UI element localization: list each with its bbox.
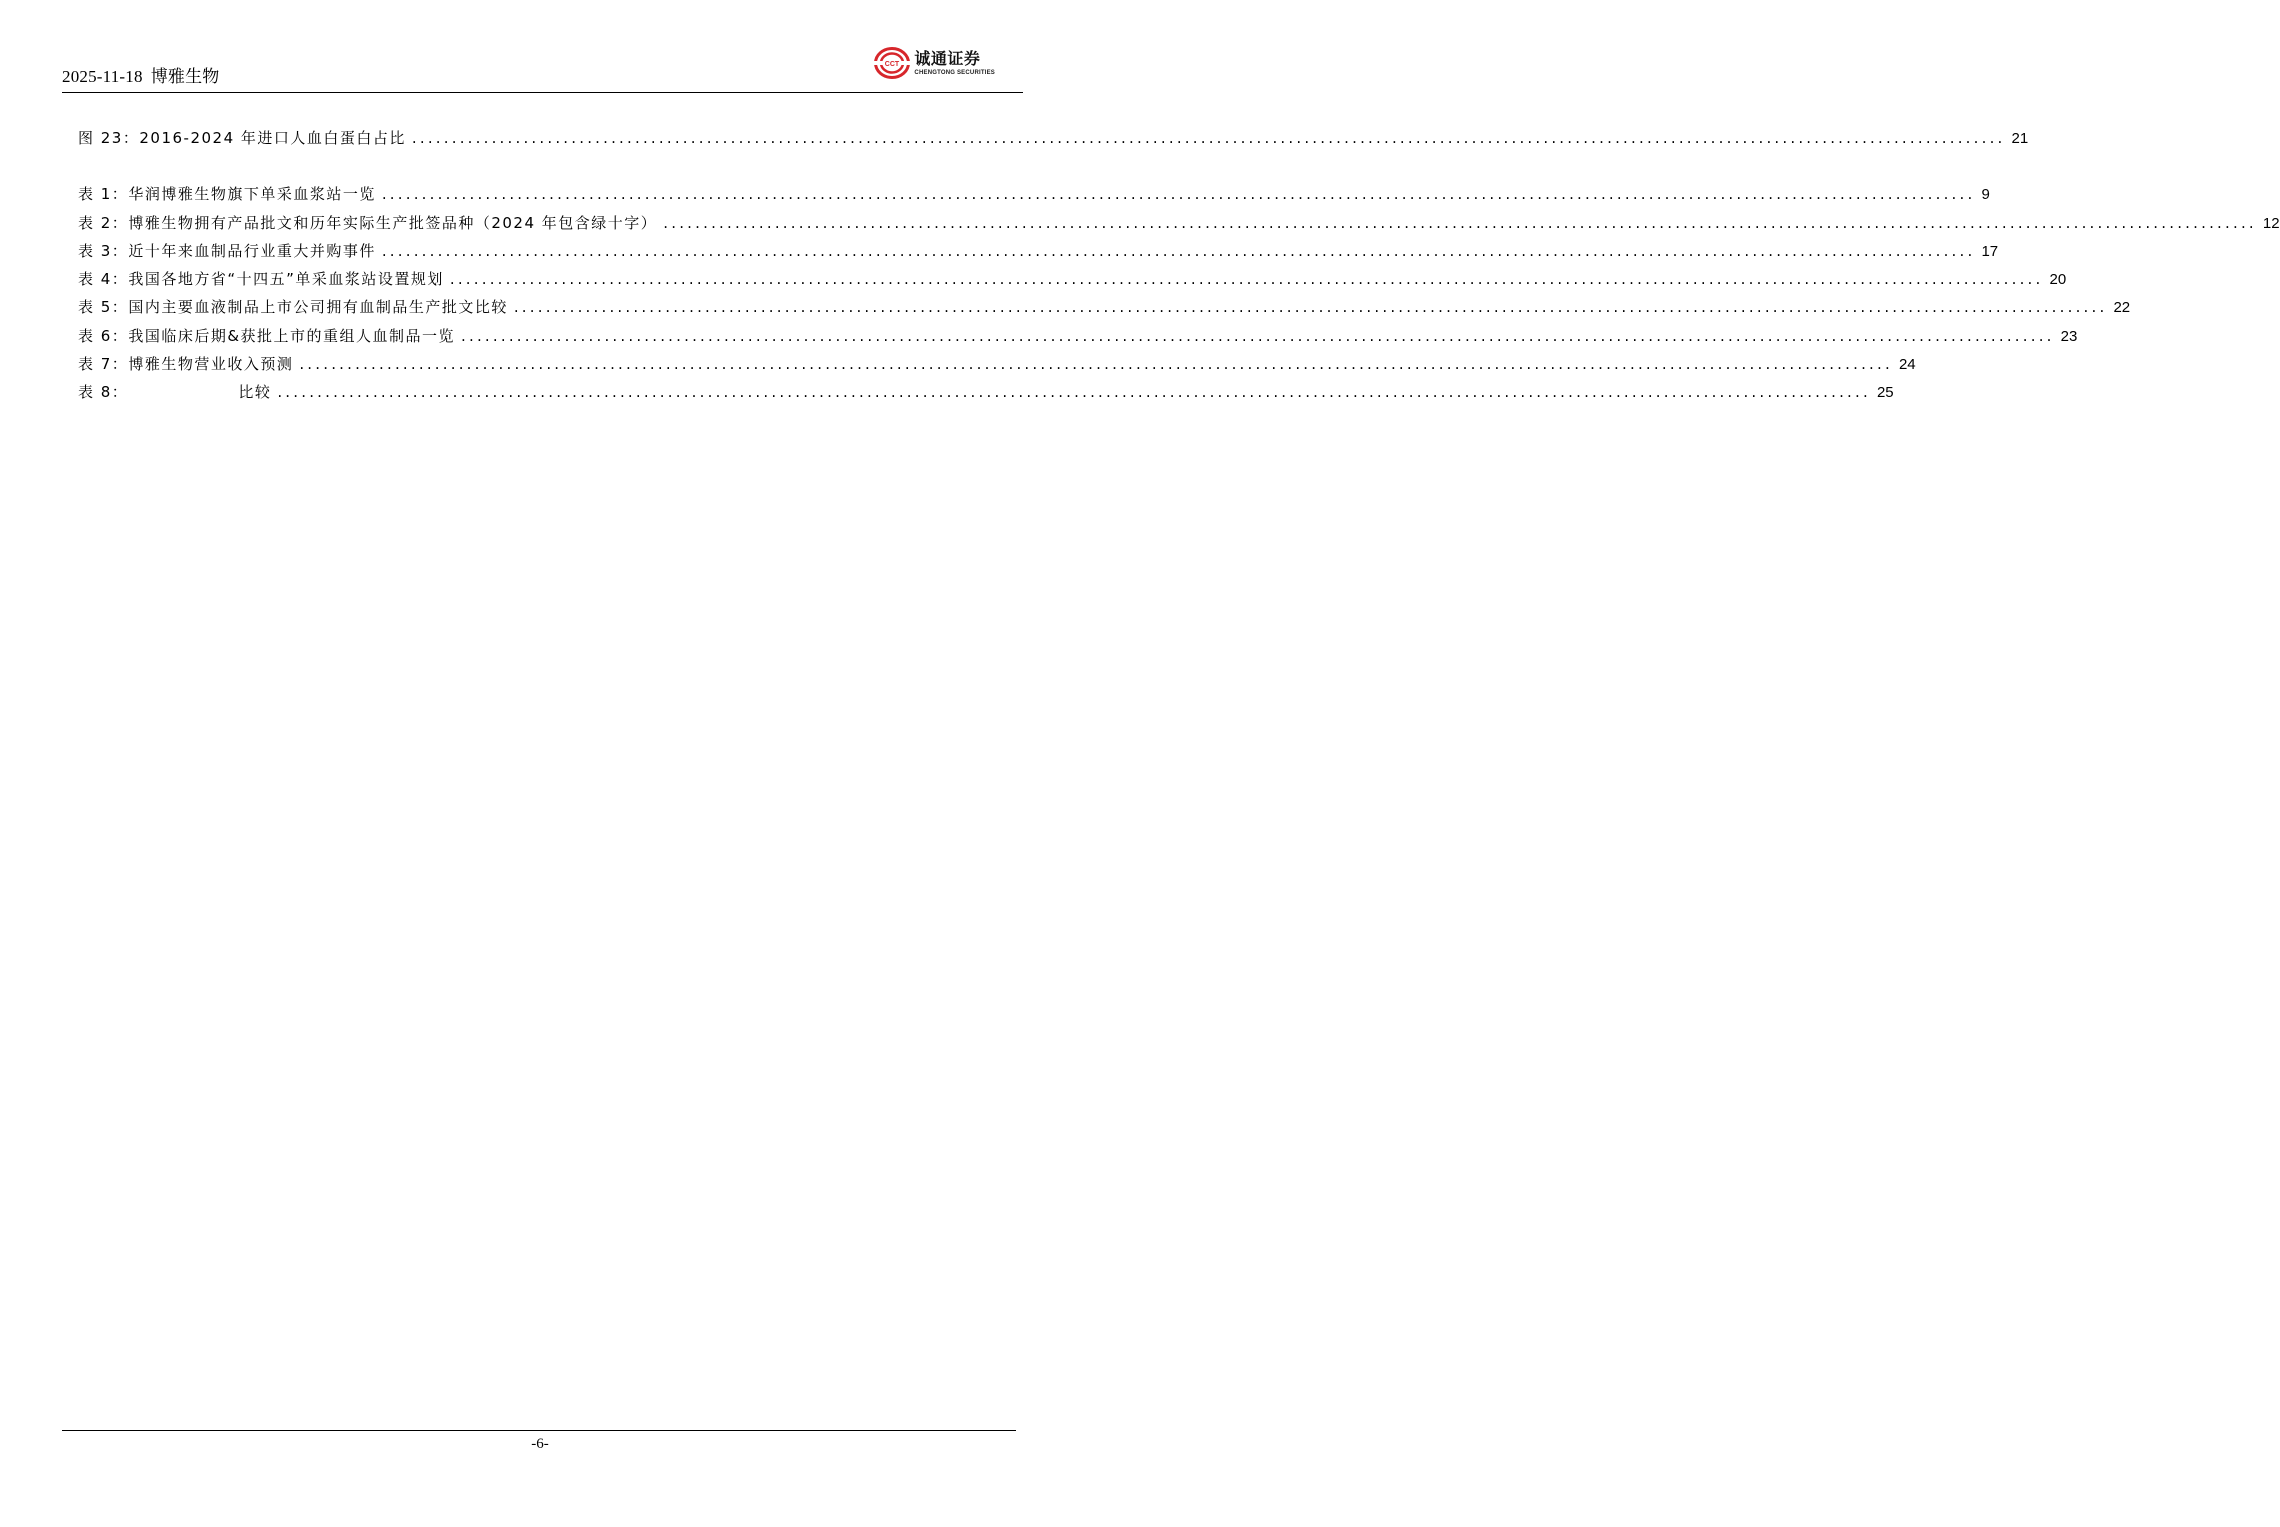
header-company: 博雅生物	[150, 67, 220, 86]
toc-entry-figure-23[interactable]	[78, 124, 2029, 152]
toc-entry-table-8[interactable]	[78, 378, 1894, 406]
toc-entry-table-7[interactable]	[78, 350, 1916, 378]
toc-leader-dots: ........................................................................................................................................................................................................	[449, 270, 2044, 289]
toc-entry-title: 2016-2024 年进口人血白蛋白占比	[139, 129, 406, 147]
toc-entry-table-3[interactable]	[78, 237, 1999, 265]
toc-entry-label: 表 3：	[78, 241, 129, 260]
toc-entry-title: 我国临床后期&获批上市的重组人血制品一览	[128, 326, 456, 345]
toc-entry-title: 比较	[238, 383, 272, 402]
toc-leader-dots: ........................................................................................................................................................................................................	[461, 326, 2055, 345]
toc-entry-page: 25	[1876, 384, 1894, 402]
toc-entry-table-2[interactable]	[78, 209, 2280, 237]
toc-entry-title: 我国各地方省“十四五”单采血浆站设置规划	[128, 270, 444, 289]
toc-entry-label: 表 6：	[78, 326, 129, 345]
toc-entry-label: 表 2：	[78, 213, 129, 232]
toc-leader-dots: ........................................................................................................................................................................................................	[277, 383, 1871, 402]
toc-entry-page: 9	[1981, 186, 1990, 204]
toc-entry-title: 博雅生物营业收入预测	[128, 355, 294, 374]
toc-entry-title: 近十年来血制品行业重大并购事件	[128, 241, 376, 260]
toc-leader-dots: ........................................................................................................................................................................................................	[381, 241, 1976, 260]
footer-page-number: -6-	[531, 1436, 549, 1452]
toc-leader-dots: ........................................................................................................................................................................................................	[411, 129, 2006, 147]
logo-mark-text: CCT	[885, 61, 900, 68]
toc-entry-label: 表 5：	[78, 298, 129, 317]
logo-english-name: CHENGTONG SECURITIES	[914, 69, 995, 76]
toc-entry-table-5[interactable]	[78, 293, 2131, 321]
toc-leader-dots: ........................................................................................................................................................................................................	[381, 185, 1976, 204]
header-report-info	[62, 62, 220, 87]
toc-entry-page: 22	[2113, 299, 2131, 317]
footer-divider	[62, 1430, 1016, 1431]
toc-entry-title: 博雅生物拥有产品批文和历年实际生产批签品种（2024 年包含绿十字）	[128, 213, 658, 232]
toc-entry-label: 图 23：	[78, 129, 140, 147]
toc-leader-dots: ........................................................................................................................................................................................................	[663, 213, 2257, 232]
toc-entry-label: 表 8：	[78, 383, 129, 402]
toc-entry-page: 21	[2011, 130, 2029, 147]
toc-entry-label: 表 1：	[78, 185, 129, 204]
header-date: 2025-11-18	[62, 67, 143, 86]
toc-entry-table-6[interactable]	[78, 322, 2078, 350]
toc-entry-page: 24	[1898, 356, 1916, 374]
brokerage-logo	[874, 46, 995, 80]
logo-chinese-name: 诚通证券	[914, 48, 981, 68]
toc-entry-title: 华润博雅生物旗下单采血浆站一览	[128, 185, 376, 204]
toc-leader-dots: ........................................................................................................................................................................................................	[513, 298, 2108, 317]
toc-entry-table-1[interactable]	[78, 180, 1990, 208]
toc-leader-dots: ........................................................................................................................................................................................................	[299, 355, 1893, 374]
toc-entry-table-4[interactable]	[78, 265, 2067, 293]
toc-entry-label: 表 7：	[78, 355, 129, 374]
table-of-contents	[78, 124, 2280, 407]
toc-entry-page: 17	[1981, 242, 1999, 260]
toc-entry-page: 23	[2060, 327, 2078, 345]
toc-entry-title: 国内主要血液制品上市公司拥有血制品生产批文比较	[128, 298, 508, 317]
page-header	[62, 40, 1023, 93]
toc-entry-page: 12	[2262, 214, 2280, 232]
toc-entry-label: 表 4：	[78, 270, 129, 289]
toc-entry-page: 20	[2049, 271, 2067, 289]
logo-mark-icon	[874, 47, 910, 79]
